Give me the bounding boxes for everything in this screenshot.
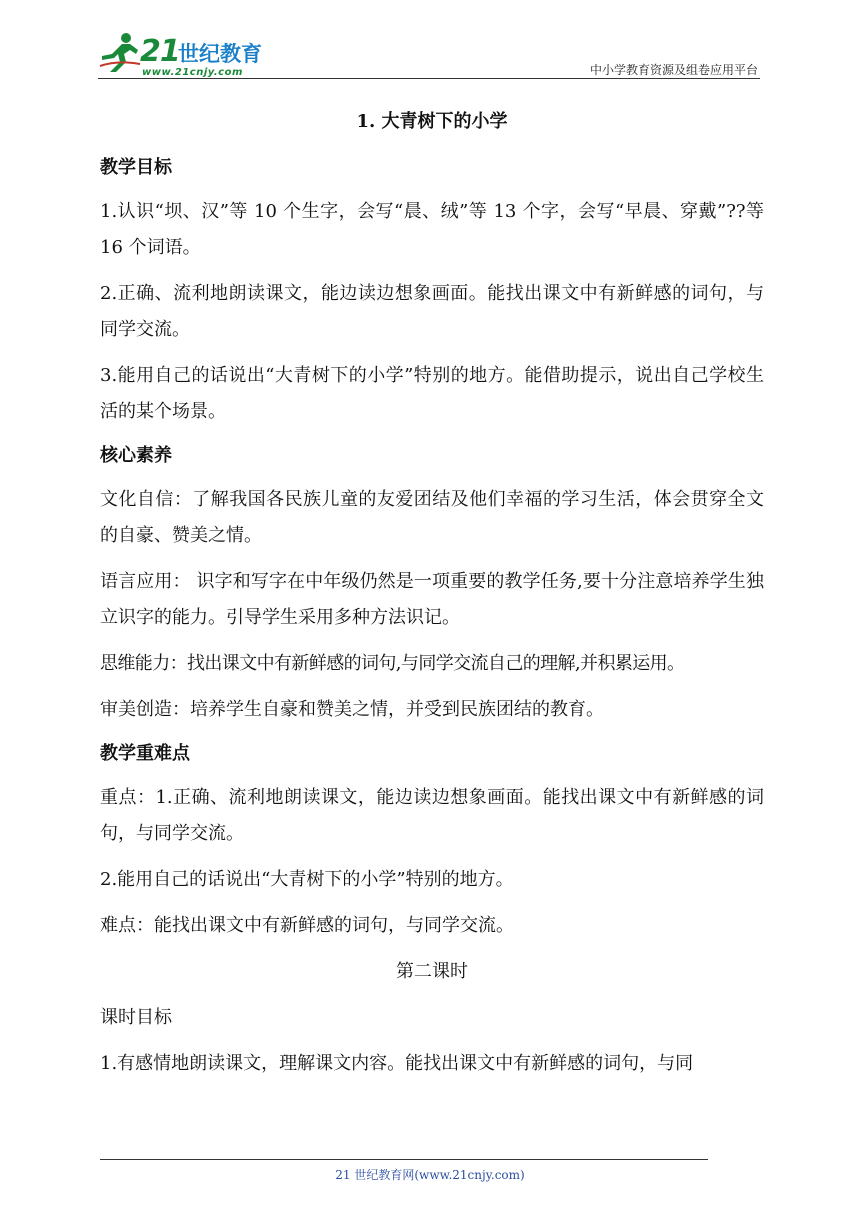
- document-body: [100, 104, 764, 1082]
- lesson-goal-heading: 课时目标: [100, 1007, 172, 1028]
- key-3: 难点：能找出课文中有新鲜感的词句，与同学交流。: [100, 915, 514, 936]
- key-1: 重点：1.正确、流利地朗读课文，能边读边想象画面。能找出课文中有新鲜感的词句，与同学交流。: [100, 787, 764, 844]
- goal-2: 2.正确、流利地朗读课文，能边读边想象画面。能找出课文中有新鲜感的词句，与同学交流。: [100, 283, 764, 340]
- core-4: 审美创造：培养学生自豪和赞美之情，并受到民族团结的教育。: [100, 699, 604, 720]
- heading-core-literacy: 核心素养: [100, 445, 172, 466]
- platform-label: 中小学教育资源及组卷应用平台: [589, 63, 758, 77]
- logo-url: www.21cnjy.com: [142, 67, 243, 78]
- heading-teaching-goals: 教学目标: [100, 157, 172, 178]
- key-2: 2.能用自己的话说出“大青树下的小学”特别的地方。: [100, 869, 514, 890]
- goal-3: 3.能用自己的话说出“大青树下的小学”特别的地方。能借助提示，说出自己学校生活的某个场景。: [100, 365, 764, 422]
- goal-1: 1.认识“坝、汉”等 10 个生字，会写“晨、绒”等 13 个字，会写“早晨、穿戴”??等 16 个词语。: [100, 201, 764, 258]
- logo-text: 世纪教育: [178, 42, 262, 66]
- footer-divider: [100, 1159, 708, 1160]
- heading-key-difficult: 教学重难点: [100, 743, 190, 764]
- document-title: 1. 大青树下的小学: [356, 111, 508, 132]
- core-1: 文化自信：了解我国各民族儿童的友爱团结及他们幸福的学习生活，体会贯穿全文的自豪、赞美之情。: [100, 489, 764, 546]
- runner-logo-icon: [98, 32, 142, 74]
- header-divider: [98, 78, 760, 79]
- core-3: 思维能力：找出课文中有新鲜感的词句,与同学交流自己的理解,并积累运用。: [100, 653, 685, 674]
- page-footer: 21 世纪教育网(www.21cnjy.com): [335, 1168, 525, 1182]
- lesson-title: 第二课时: [396, 961, 468, 982]
- page-header: [98, 30, 760, 80]
- logo: [98, 30, 268, 78]
- lesson-goal-1: 1.有感情地朗读课文，理解课文内容。能找出课文中有新鲜感的词句，与同: [100, 1053, 694, 1074]
- logo-number: 21: [140, 34, 180, 69]
- core-2: 语言应用： 识字和写字在中年级仍然是一项重要的教学任务,要十分注意培养学生独立识字的能力。引导学生采用多种方法识记。: [100, 571, 764, 628]
